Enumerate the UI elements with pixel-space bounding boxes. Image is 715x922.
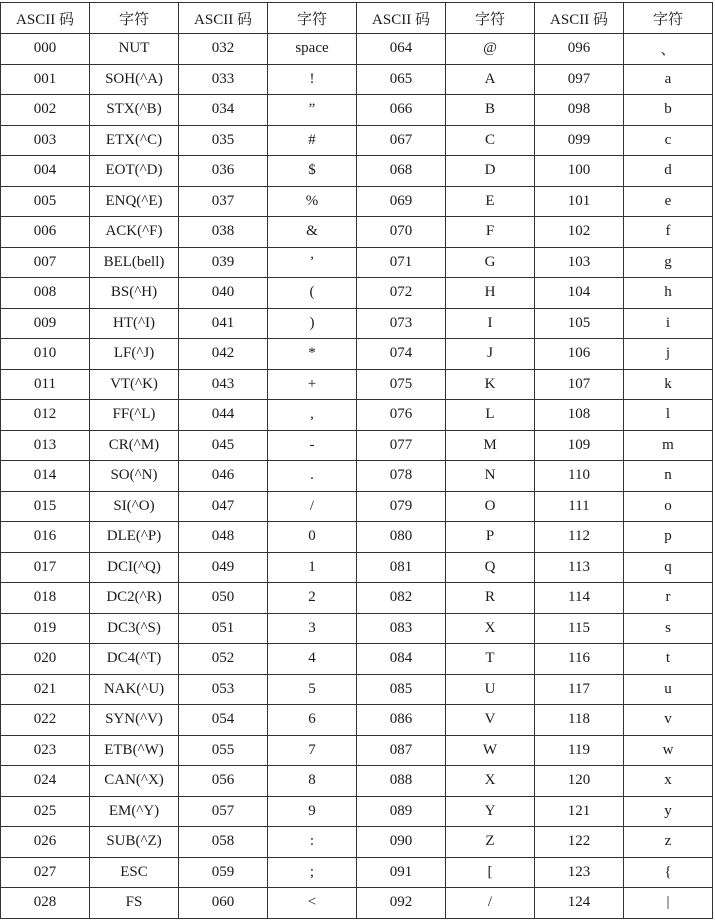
character-cell: ) (268, 308, 357, 339)
ascii-code-cell: 016 (1, 522, 90, 553)
ascii-code-cell: 036 (179, 156, 268, 187)
ascii-code-cell: 113 (535, 552, 624, 583)
character-cell: EM(^Y) (90, 796, 179, 827)
character-cell: NAK(^U) (90, 674, 179, 705)
character-cell: c (624, 125, 713, 156)
character-cell: NUT (90, 34, 179, 65)
ascii-code-cell: 098 (535, 95, 624, 126)
character-cell: SO(^N) (90, 461, 179, 492)
ascii-code-cell: 078 (357, 461, 446, 492)
header-row (1, 3, 713, 34)
ascii-code-cell: 065 (357, 64, 446, 95)
character-cell: V (446, 705, 535, 736)
ascii-code-cell: 080 (357, 522, 446, 553)
header-ascii-code: ASCII 码 (1, 3, 90, 34)
table-row (1, 796, 713, 827)
character-cell: 6 (268, 705, 357, 736)
ascii-code-cell: 019 (1, 613, 90, 644)
character-cell: Y (446, 796, 535, 827)
ascii-code-cell: 034 (179, 95, 268, 126)
ascii-code-cell: 054 (179, 705, 268, 736)
character-cell: o (624, 491, 713, 522)
character-cell: # (268, 125, 357, 156)
ascii-code-cell: 051 (179, 613, 268, 644)
ascii-code-cell: 028 (1, 888, 90, 919)
ascii-code-cell: 100 (535, 156, 624, 187)
ascii-code-cell: 072 (357, 278, 446, 309)
ascii-code-cell: 106 (535, 339, 624, 370)
character-cell: q (624, 552, 713, 583)
ascii-code-cell: 120 (535, 766, 624, 797)
table-row (1, 857, 713, 888)
table-row (1, 369, 713, 400)
table-body (1, 34, 713, 919)
ascii-code-cell: 081 (357, 552, 446, 583)
character-cell: * (268, 339, 357, 370)
character-cell: FF(^L) (90, 400, 179, 431)
character-cell: CAN(^X) (90, 766, 179, 797)
character-cell: F (446, 217, 535, 248)
ascii-code-cell: 023 (1, 735, 90, 766)
ascii-code-cell: 021 (1, 674, 90, 705)
character-cell: Z (446, 827, 535, 858)
ascii-code-cell: 097 (535, 64, 624, 95)
character-cell: y (624, 796, 713, 827)
character-cell: SYN(^V) (90, 705, 179, 736)
ascii-code-cell: 099 (535, 125, 624, 156)
character-cell: f (624, 217, 713, 248)
ascii-code-cell: 060 (179, 888, 268, 919)
character-cell: g (624, 247, 713, 278)
character-cell: DC3(^S) (90, 613, 179, 644)
character-cell: ; (268, 857, 357, 888)
table-row (1, 491, 713, 522)
character-cell: + (268, 369, 357, 400)
character-cell: DC2(^R) (90, 583, 179, 614)
character-cell: N (446, 461, 535, 492)
ascii-code-cell: 083 (357, 613, 446, 644)
table-row (1, 674, 713, 705)
character-cell: ETX(^C) (90, 125, 179, 156)
character-cell: w (624, 735, 713, 766)
ascii-code-cell: 070 (357, 217, 446, 248)
character-cell: C (446, 125, 535, 156)
ascii-code-cell: 047 (179, 491, 268, 522)
table-row (1, 430, 713, 461)
character-cell: Q (446, 552, 535, 583)
character-cell: n (624, 461, 713, 492)
character-cell: J (446, 339, 535, 370)
ascii-code-cell: 075 (357, 369, 446, 400)
character-cell: x (624, 766, 713, 797)
ascii-code-cell: 027 (1, 857, 90, 888)
character-cell: z (624, 827, 713, 858)
table-row (1, 522, 713, 553)
ascii-code-cell: 053 (179, 674, 268, 705)
header-character: 字符 (90, 3, 179, 34)
table-row (1, 95, 713, 126)
character-cell: 5 (268, 674, 357, 705)
table-row (1, 400, 713, 431)
character-cell: . (268, 461, 357, 492)
ascii-code-cell: 090 (357, 827, 446, 858)
ascii-code-cell: 110 (535, 461, 624, 492)
ascii-code-cell: 011 (1, 369, 90, 400)
character-cell: - (268, 430, 357, 461)
character-cell: M (446, 430, 535, 461)
ascii-code-cell: 006 (1, 217, 90, 248)
ascii-code-cell: 058 (179, 827, 268, 858)
ascii-code-cell: 123 (535, 857, 624, 888)
character-cell: 7 (268, 735, 357, 766)
ascii-code-cell: 033 (179, 64, 268, 95)
table-row (1, 766, 713, 797)
character-cell: ESC (90, 857, 179, 888)
ascii-code-cell: 117 (535, 674, 624, 705)
character-cell: P (446, 522, 535, 553)
character-cell: 3 (268, 613, 357, 644)
header-character: 字符 (624, 3, 713, 34)
character-cell: LF(^J) (90, 339, 179, 370)
character-cell: , (268, 400, 357, 431)
ascii-code-cell: 112 (535, 522, 624, 553)
ascii-code-cell: 121 (535, 796, 624, 827)
table-row (1, 247, 713, 278)
character-cell: | (624, 888, 713, 919)
ascii-code-cell: 000 (1, 34, 90, 65)
ascii-code-cell: 001 (1, 64, 90, 95)
ascii-code-cell: 102 (535, 217, 624, 248)
ascii-code-cell: 050 (179, 583, 268, 614)
character-cell: DCI(^Q) (90, 552, 179, 583)
ascii-code-cell: 022 (1, 705, 90, 736)
table-row (1, 552, 713, 583)
table-row (1, 613, 713, 644)
character-cell: j (624, 339, 713, 370)
ascii-code-cell: 057 (179, 796, 268, 827)
character-cell: l (624, 400, 713, 431)
character-cell: W (446, 735, 535, 766)
character-cell: FS (90, 888, 179, 919)
ascii-code-cell: 074 (357, 339, 446, 370)
character-cell: d (624, 156, 713, 187)
ascii-code-cell: 037 (179, 186, 268, 217)
ascii-code-cell: 040 (179, 278, 268, 309)
character-cell: $ (268, 156, 357, 187)
ascii-code-cell: 004 (1, 156, 90, 187)
character-cell: I (446, 308, 535, 339)
ascii-code-cell: 088 (357, 766, 446, 797)
ascii-code-cell: 086 (357, 705, 446, 736)
ascii-code-cell: 055 (179, 735, 268, 766)
ascii-code-cell: 018 (1, 583, 90, 614)
character-cell: A (446, 64, 535, 95)
ascii-code-cell: 046 (179, 461, 268, 492)
ascii-code-cell: 010 (1, 339, 90, 370)
header-character: 字符 (446, 3, 535, 34)
ascii-code-cell: 115 (535, 613, 624, 644)
table-row (1, 308, 713, 339)
character-cell: % (268, 186, 357, 217)
ascii-code-cell: 039 (179, 247, 268, 278)
ascii-code-cell: 091 (357, 857, 446, 888)
ascii-code-cell: 003 (1, 125, 90, 156)
ascii-code-cell: 052 (179, 644, 268, 675)
ascii-code-cell: 026 (1, 827, 90, 858)
ascii-code-cell: 042 (179, 339, 268, 370)
ascii-code-cell: 073 (357, 308, 446, 339)
character-cell: X (446, 613, 535, 644)
header-ascii-code: ASCII 码 (357, 3, 446, 34)
header-ascii-code: ASCII 码 (179, 3, 268, 34)
ascii-code-cell: 089 (357, 796, 446, 827)
ascii-code-cell: 116 (535, 644, 624, 675)
ascii-code-cell: 008 (1, 278, 90, 309)
table-row (1, 278, 713, 309)
character-cell: H (446, 278, 535, 309)
ascii-code-cell: 025 (1, 796, 90, 827)
ascii-code-cell: 012 (1, 400, 90, 431)
ascii-code-cell: 067 (357, 125, 446, 156)
table-row (1, 125, 713, 156)
character-cell: SI(^O) (90, 491, 179, 522)
table-row (1, 186, 713, 217)
ascii-code-cell: 045 (179, 430, 268, 461)
character-cell: u (624, 674, 713, 705)
ascii-code-cell: 020 (1, 644, 90, 675)
table-row (1, 156, 713, 187)
character-cell: ! (268, 64, 357, 95)
character-cell: 9 (268, 796, 357, 827)
ascii-code-cell: 048 (179, 522, 268, 553)
ascii-code-cell: 101 (535, 186, 624, 217)
ascii-code-cell: 079 (357, 491, 446, 522)
character-cell: ( (268, 278, 357, 309)
character-cell: U (446, 674, 535, 705)
ascii-code-cell: 007 (1, 247, 90, 278)
ascii-code-cell: 085 (357, 674, 446, 705)
character-cell: h (624, 278, 713, 309)
ascii-code-cell: 014 (1, 461, 90, 492)
character-cell: : (268, 827, 357, 858)
ascii-code-cell: 069 (357, 186, 446, 217)
ascii-code-cell: 044 (179, 400, 268, 431)
character-cell: VT(^K) (90, 369, 179, 400)
table-row (1, 583, 713, 614)
ascii-code-cell: 087 (357, 735, 446, 766)
character-cell: X (446, 766, 535, 797)
character-cell: 0 (268, 522, 357, 553)
ascii-code-cell: 017 (1, 552, 90, 583)
character-cell: ACK(^F) (90, 217, 179, 248)
character-cell: { (624, 857, 713, 888)
ascii-code-cell: 077 (357, 430, 446, 461)
character-cell: K (446, 369, 535, 400)
ascii-code-cell: 005 (1, 186, 90, 217)
character-cell: 1 (268, 552, 357, 583)
table-row (1, 217, 713, 248)
character-cell: / (446, 888, 535, 919)
character-cell: 2 (268, 583, 357, 614)
character-cell: ” (268, 95, 357, 126)
ascii-code-cell: 032 (179, 34, 268, 65)
character-cell: BS(^H) (90, 278, 179, 309)
table-row (1, 644, 713, 675)
character-cell: D (446, 156, 535, 187)
table-row (1, 888, 713, 919)
character-cell: i (624, 308, 713, 339)
character-cell: @ (446, 34, 535, 65)
ascii-code-cell: 105 (535, 308, 624, 339)
character-cell: G (446, 247, 535, 278)
ascii-code-cell: 049 (179, 552, 268, 583)
ascii-code-cell: 104 (535, 278, 624, 309)
character-cell: T (446, 644, 535, 675)
ascii-table (0, 2, 713, 919)
ascii-code-cell: 056 (179, 766, 268, 797)
header-ascii-code: ASCII 码 (535, 3, 624, 34)
ascii-code-cell: 122 (535, 827, 624, 858)
character-cell: space (268, 34, 357, 65)
character-cell: e (624, 186, 713, 217)
character-cell: a (624, 64, 713, 95)
character-cell: E (446, 186, 535, 217)
ascii-code-cell: 076 (357, 400, 446, 431)
character-cell: < (268, 888, 357, 919)
ascii-code-cell: 059 (179, 857, 268, 888)
table-row (1, 64, 713, 95)
character-cell: t (624, 644, 713, 675)
ascii-code-cell: 103 (535, 247, 624, 278)
ascii-code-cell: 119 (535, 735, 624, 766)
character-cell: BEL(bell) (90, 247, 179, 278)
ascii-code-cell: 068 (357, 156, 446, 187)
character-cell: v (624, 705, 713, 736)
character-cell: m (624, 430, 713, 461)
ascii-code-cell: 118 (535, 705, 624, 736)
character-cell: p (624, 522, 713, 553)
character-cell: 、 (624, 34, 713, 65)
table-row (1, 705, 713, 736)
character-cell: k (624, 369, 713, 400)
ascii-code-cell: 111 (535, 491, 624, 522)
ascii-code-cell: 082 (357, 583, 446, 614)
ascii-code-cell: 066 (357, 95, 446, 126)
character-cell: HT(^I) (90, 308, 179, 339)
ascii-code-cell: 041 (179, 308, 268, 339)
header-character: 字符 (268, 3, 357, 34)
ascii-code-cell: 038 (179, 217, 268, 248)
character-cell: L (446, 400, 535, 431)
ascii-code-cell: 024 (1, 766, 90, 797)
character-cell: [ (446, 857, 535, 888)
ascii-code-cell: 043 (179, 369, 268, 400)
ascii-code-cell: 071 (357, 247, 446, 278)
ascii-code-cell: 107 (535, 369, 624, 400)
table-row (1, 827, 713, 858)
ascii-code-cell: 002 (1, 95, 90, 126)
character-cell: b (624, 95, 713, 126)
character-cell: EOT(^D) (90, 156, 179, 187)
character-cell: 4 (268, 644, 357, 675)
table-row (1, 735, 713, 766)
ascii-code-cell: 109 (535, 430, 624, 461)
character-cell: R (446, 583, 535, 614)
ascii-code-cell: 009 (1, 308, 90, 339)
table-row (1, 461, 713, 492)
character-cell: STX(^B) (90, 95, 179, 126)
character-cell: O (446, 491, 535, 522)
character-cell: SOH(^A) (90, 64, 179, 95)
ascii-code-cell: 035 (179, 125, 268, 156)
ascii-code-cell: 124 (535, 888, 624, 919)
ascii-code-cell: 013 (1, 430, 90, 461)
ascii-code-cell: 064 (357, 34, 446, 65)
character-cell: 8 (268, 766, 357, 797)
character-cell: ETB(^W) (90, 735, 179, 766)
table-row (1, 339, 713, 370)
character-cell: DC4(^T) (90, 644, 179, 675)
table-row (1, 34, 713, 65)
character-cell: r (624, 583, 713, 614)
character-cell: s (624, 613, 713, 644)
character-cell: CR(^M) (90, 430, 179, 461)
character-cell: SUB(^Z) (90, 827, 179, 858)
character-cell: / (268, 491, 357, 522)
ascii-code-cell: 096 (535, 34, 624, 65)
character-cell: ENQ(^E) (90, 186, 179, 217)
ascii-code-cell: 015 (1, 491, 90, 522)
ascii-code-cell: 092 (357, 888, 446, 919)
character-cell: B (446, 95, 535, 126)
character-cell: ’ (268, 247, 357, 278)
ascii-code-cell: 108 (535, 400, 624, 431)
ascii-code-cell: 084 (357, 644, 446, 675)
character-cell: & (268, 217, 357, 248)
ascii-code-cell: 114 (535, 583, 624, 614)
character-cell: DLE(^P) (90, 522, 179, 553)
